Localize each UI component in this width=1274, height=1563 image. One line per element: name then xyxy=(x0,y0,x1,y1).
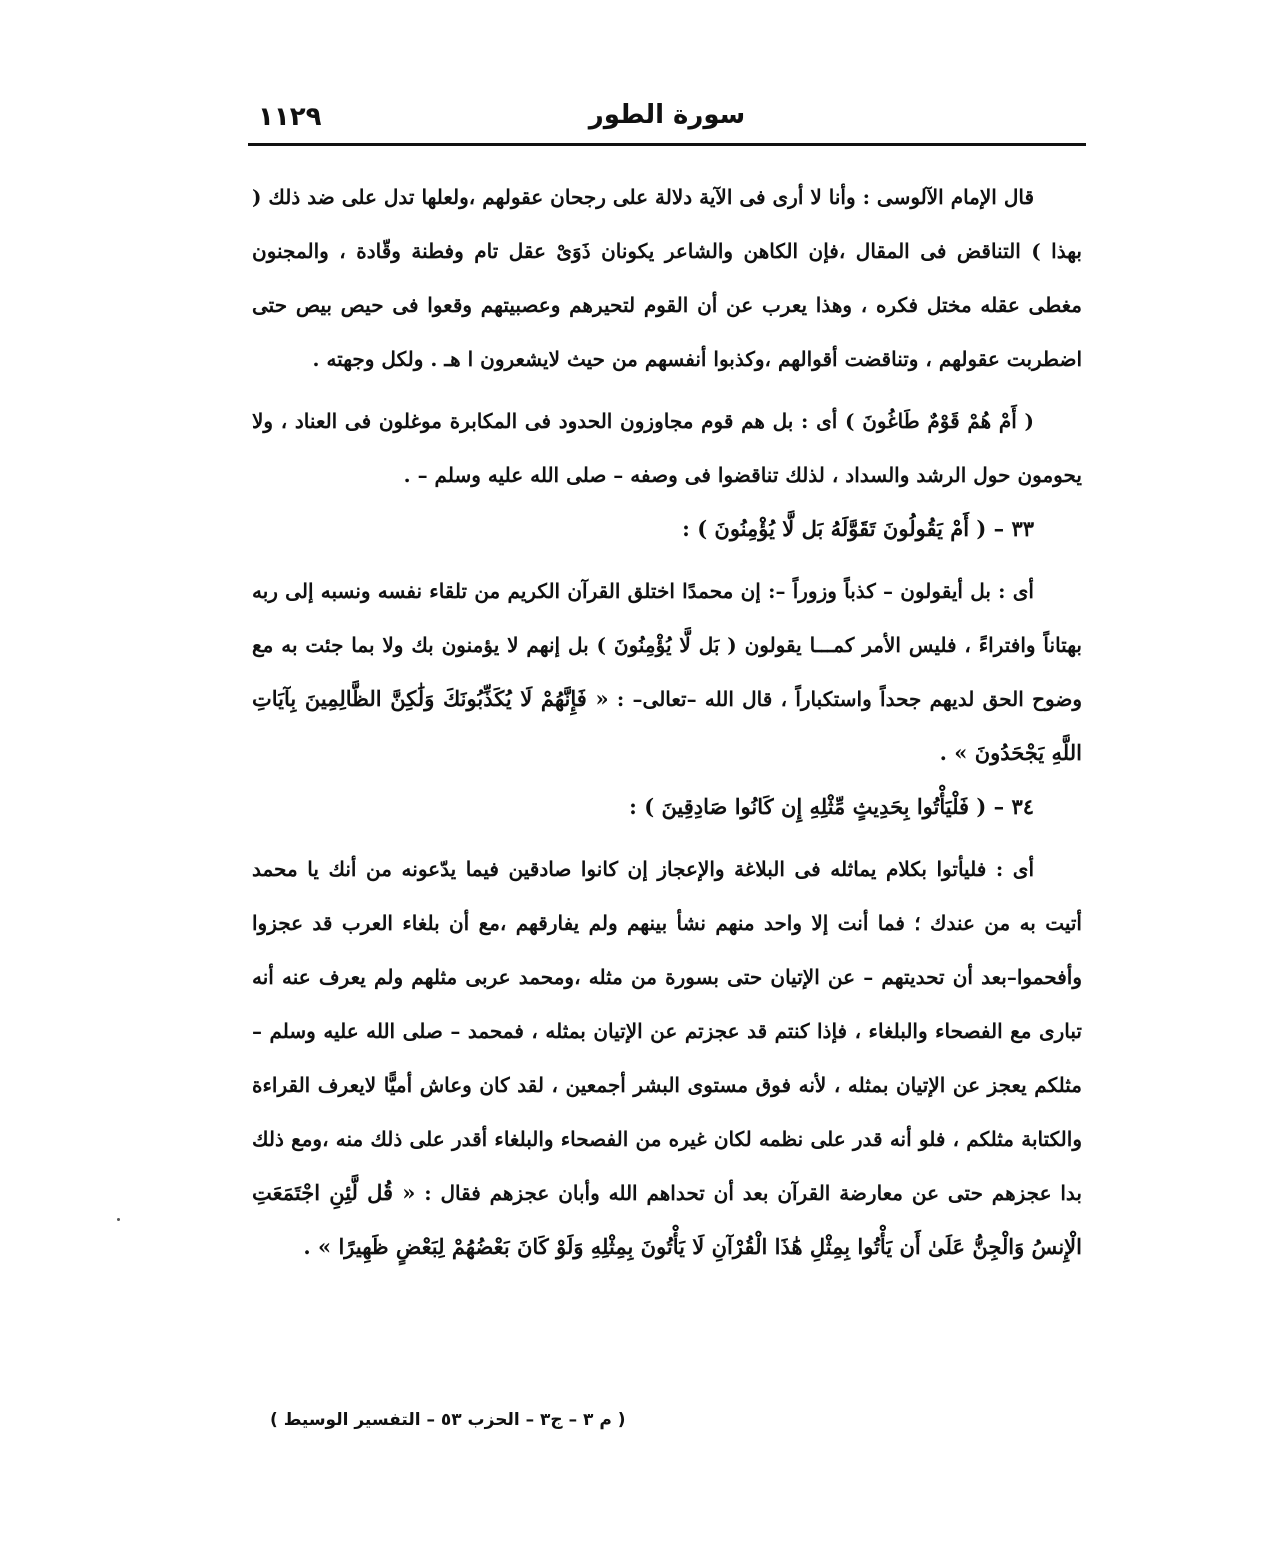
page-header xyxy=(248,100,1086,140)
verse-33-commentary-text: أى : بل أيقولون – كذباً وزوراً –: إن محمدًا اختلق القرآن الكريم من تلقاء نفسه ونسبه إلى ربه بهتاناً وافتراءً ، فليس الأمر كمـــا يقولون ( بَل لَّا يُؤْمِنُونَ ) بل إنهم لا يؤمنون بك ولا بما جئت به مع وضوح الحق لديهم جحداً واستكباراً ، قال الله –تعالى– : xyxy=(252,579,1082,711)
verse-34-heading: ٣٤ – ( فَلْيَأْتُوا بِحَدِيثٍ مِّثْلِهِ إِن كَانُوا صَادِقِينَ ) : xyxy=(629,794,1034,819)
header-divider xyxy=(248,143,1086,146)
paragraph-alusi-quote: قال الإمام الآلوسى : وأنا لا أرى فى الآية دلالة على رجحان عقولهم ،ولعلها تدل على ضد ذلك ( بهذا ) التناقض فى المقال ،فإن الكاهن والشاعر يكونان ذَوَىْ عقل تام وفطنة وقّادة ، والمجنون مغطى عقله مختل فكره ، وهذا يعرب عن أن القوم لتحيرهم وعصبيتهم وقعوا فى حيص بيص حتى اضطربت عقولهم ، وتناقضت أقوالهم ،وكذبوا أنفسهم من حيث لايشعرون ا هـ . ولكل وجهته . xyxy=(252,185,1082,371)
paragraph-taghun-commentary: ( أَمْ هُمْ قَوْمٌ طَاغُونَ ) أى : بل هم قوم مجاوزون الحدود فى المكابرة موغلون فى العناد ، ولا يحومون حول الرشد والسداد ، لذلك تناقضوا فى وصفه – صلى الله عليه وسلم – . xyxy=(252,409,1082,487)
page-footer-signature: ( م ٣ – ج٣ – الحزب ٥٣ – التفسير الوسيط ) xyxy=(270,1410,626,1430)
surah-title: سورة الطور xyxy=(588,100,746,130)
margin-speck xyxy=(117,1218,120,1221)
verse-33-heading: ٣٣ – ( أَمْ يَقُولُونَ تَقَوَّلَهُ بَل لَّا يُؤْمِنُونَ ) : xyxy=(682,516,1034,541)
page-number: ١١٢٩ xyxy=(258,102,322,132)
verse-34-quran-quote: « قُل لَّئِنِ اجْتَمَعَتِ الْإِنسُ وَالْجِنُّ عَلَىٰ أَن يَأْتُوا بِمِثْلِ هَٰذَا الْقُرْآنِ لَا يَأْتُونَ بِمِثْلِهِ وَلَوْ كَانَ بَعْضُهُمْ لِبَعْضٍ ظَهِيرًا » . xyxy=(252,1180,1082,1259)
page-body xyxy=(252,170,1082,1274)
verse-33-commentary xyxy=(252,564,1082,780)
verse-34-commentary-text: أى : فليأتوا بكلام يماثله فى البلاغة والإعجاز إن كانوا صادقين فيما يدّعونه من أنك يا محمد أتيت به من عندك ؛ فما أنت إلا واحد منهم نشأ بينهم ولم يفارقهم ،مع أن بلغاء العرب قد عجزوا وأفحموا–بعد أن تحديتهم – عن الإتيان حتى بسورة من مثله ،ومحمد عربى مثلهم ولم يعرف عنه أنه تبارى مع الفصحاء والبلغاء ، فإذا كنتم قد عجزتم عن الإتيان بمثله ، فمحمد – صلى الله عليه وسلم – مثلكم يعجز عن الإتيان بمثله ، لأنه فوق مستوى البشر أجمعين ، لقد كان وعاش أميًّا لايعرف القراءة والكتابة مثلكم ، فلو أنه قدر على نظمه لكان غيره من الفصحاء والبلغاء أقدر على ذلك منه ،ومع ذلك بدا عجزهم حتى عن معارضة القرآن بعد أن تحداهم الله وأبان عجزهم فقال : xyxy=(252,857,1082,1205)
verse-33-quran-quote: « فَإِنَّهُمْ لَا يُكَذِّبُونَكَ وَلَٰكِنَّ الظَّالِمِينَ بِآيَاتِ اللَّهِ يَجْحَدُونَ » . xyxy=(252,686,1082,765)
verse-34-commentary xyxy=(252,842,1082,1274)
